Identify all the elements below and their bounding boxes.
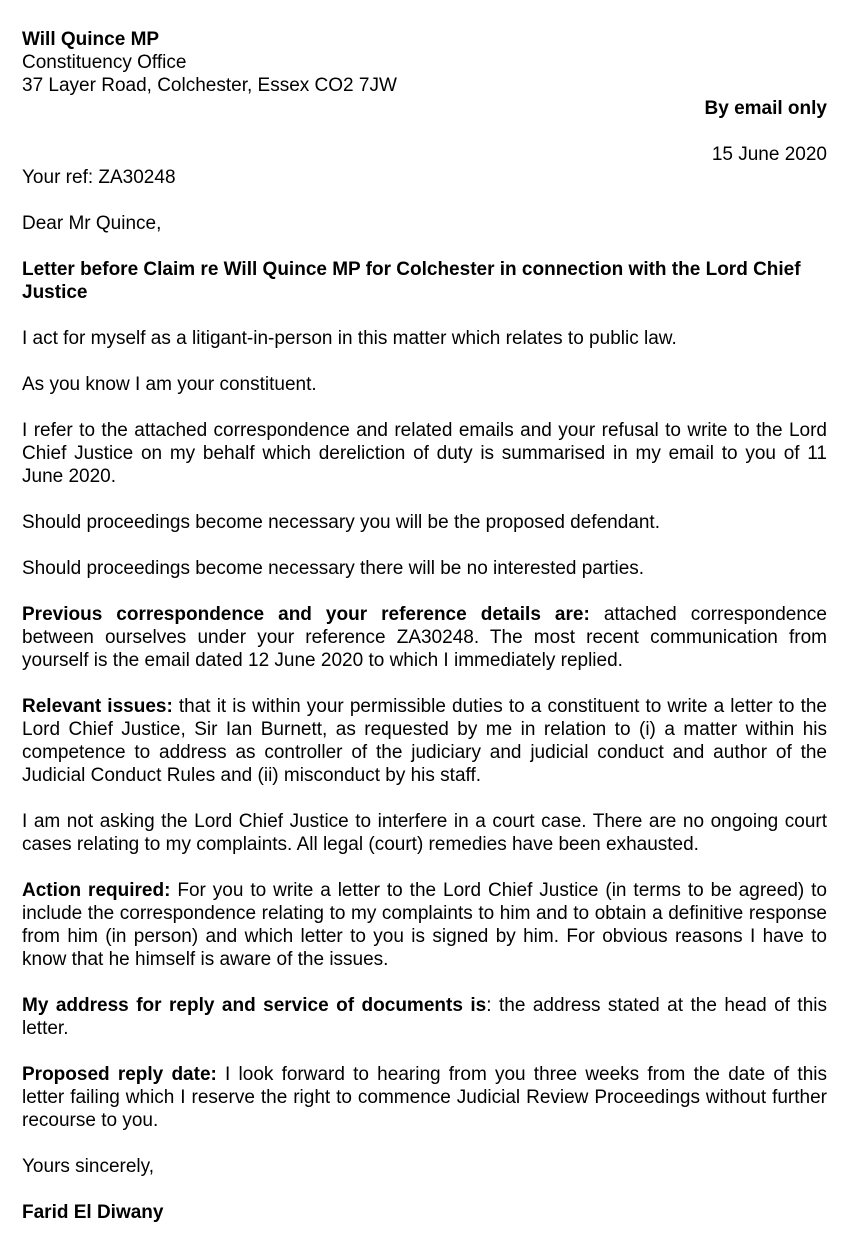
reply-address-text: : the address stated at the head of this letter. (22, 995, 827, 1039)
delivery-note: By email only (704, 98, 827, 119)
sender-office: Constituency Office (22, 52, 187, 73)
letter (22, 28, 827, 1224)
paragraph-interested-parties: Should proceedings become necessary there will be no interested parties. (22, 558, 645, 579)
sender-name: Will Quince MP (22, 29, 160, 50)
paragraph-defendant: Should proceedings become necessary you will be the proposed defendant. (22, 512, 660, 533)
paragraph-reply-date (22, 1063, 827, 1132)
paragraph-reply-address (22, 994, 827, 1040)
previous-correspondence-label: Previous correspondence and your reference details are: (22, 604, 590, 625)
paragraph-litigant: I act for myself as a litigant-in-person in this matter which relates to public law. (22, 328, 677, 349)
reply-date-label: Proposed reply date: (22, 1064, 217, 1085)
reply-address-label: My address for reply and service of documents is (22, 995, 487, 1016)
closing: Yours sincerely, (22, 1156, 155, 1177)
salutation: Dear Mr Quince, (22, 213, 162, 234)
subject-line: Letter before Claim re Will Quince MP for Colchester in connection with the Lord Chief Justice (22, 259, 801, 303)
reference: Your ref: ZA30248 (22, 167, 176, 188)
relevant-issues-text: that it is within your permissible duties to a constituent to write a letter to the Lord Chief Justice, Sir Ian Burnett, as requested by me in relation to (i) a matter within his competence to address as controller of the judiciary and judicial conduct and author of the Judicial Conduct Rules and (ii) misconduct by his staff. (22, 696, 828, 786)
paragraph-correspondence: I refer to the attached correspondence and related emails and your refusal to write to the Lord Chief Justice on my behalf which dereliction of duty is summarised in my email to you of 11 June 2020. (22, 420, 827, 487)
paragraph-not-interfering: I am not asking the Lord Chief Justice to interfere in a court case. There are no ongoing court cases relating to my complaints. All legal (court) remedies have been exhausted. (22, 811, 827, 855)
relevant-issues-label: Relevant issues: (22, 696, 173, 717)
paragraph-previous-correspondence (22, 603, 827, 672)
sender-address: 37 Layer Road, Colchester, Essex CO2 7JW (22, 75, 397, 96)
paragraph-constituent: As you know I am your constituent. (22, 374, 317, 395)
letter-date: 15 June 2020 (711, 144, 827, 165)
paragraph-relevant-issues (22, 695, 827, 787)
paragraph-action-required (22, 879, 827, 971)
action-required-label: Action required: (22, 880, 171, 901)
reply-date-text: I look forward to hearing from you three weeks from the date of this letter failing which I reserve the right to commence Judicial Review Proceedings without further recourse to you. (22, 1064, 827, 1131)
previous-correspondence-text: attached correspondence between ourselves under your reference ZA30248. The most recent communication from yourself is the email dated 12 June 2020 to which I immediately replied. (22, 604, 827, 671)
action-required-text: For you to write a letter to the Lord Chief Justice (in terms to be agreed) to include the correspondence relating to my complaints to him and to obtain a definitive response from him (in person) and which letter to you is signed by him. For obvious reasons I have to know that he himself is aware of the issues. (22, 880, 827, 970)
signature: Farid El Diwany (22, 1202, 164, 1223)
sender-block (22, 28, 827, 97)
